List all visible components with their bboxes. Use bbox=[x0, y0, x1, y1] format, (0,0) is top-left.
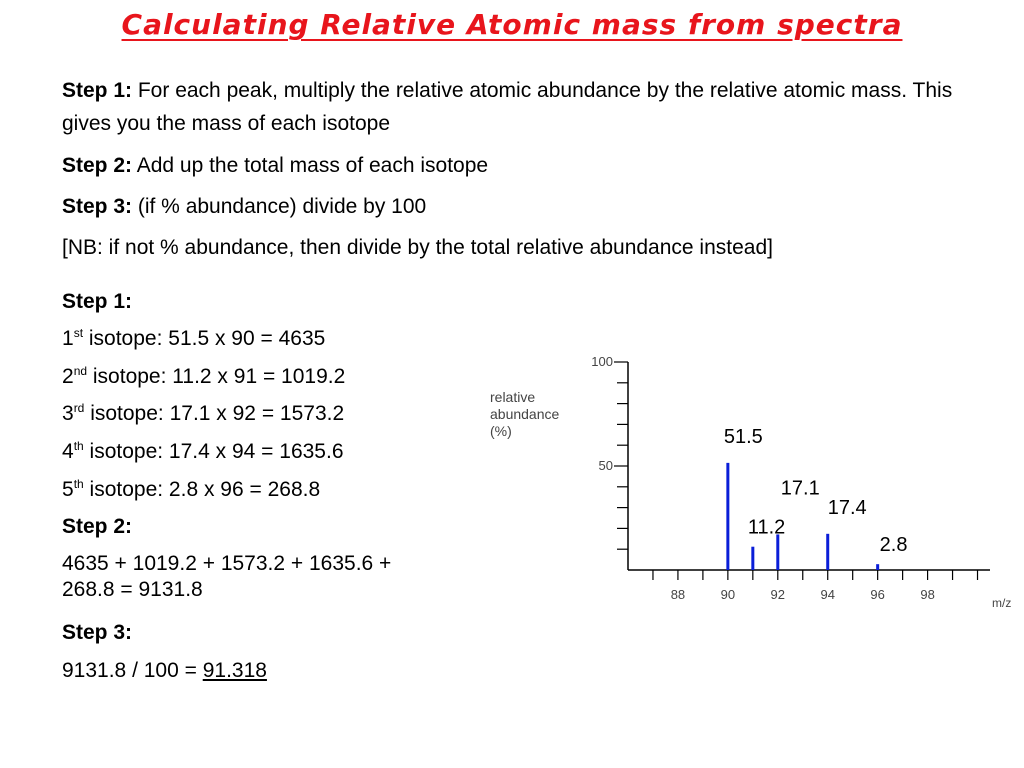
nb-note: [NB: if not % abundance, then divide by the total relative abundance instead] bbox=[62, 236, 773, 259]
instruction-step-1-label: Step 1: bbox=[62, 79, 133, 102]
x-axis-label: m/z bbox=[992, 596, 1012, 610]
peak-value-label: 51.5 bbox=[723, 425, 763, 448]
instruction-step-1 bbox=[62, 74, 972, 140]
y-tick-label: 50 bbox=[598, 458, 613, 473]
instruction-step-3 bbox=[62, 190, 972, 223]
worked-step-2-label: Step 2: bbox=[62, 515, 133, 538]
x-tick-label: 96 bbox=[870, 587, 885, 602]
peak-value-label: 11.2 bbox=[747, 516, 786, 539]
final-result: 91.318 bbox=[202, 659, 267, 682]
isotope-line-4: 4th isotope: 17.4 x 94 = 1635.6 bbox=[62, 439, 344, 463]
x-tick-label: 90 bbox=[720, 587, 736, 602]
worked-step-1-label: Step 1: bbox=[62, 290, 133, 313]
x-tick-label: 88 bbox=[670, 587, 686, 602]
peak-value-label: 2.8 bbox=[879, 534, 908, 557]
isotope-line-3: 3rd isotope: 17.1 x 92 = 1573.2 bbox=[62, 401, 345, 425]
instruction-step-1-text: For each peak, multiply the relative atomic abundance by the relative atomic mass. This gives you the mass of each isotope bbox=[62, 79, 953, 135]
isotope-line-2: 2nd isotope: 11.2 x 91 = 1019.2 bbox=[62, 364, 346, 388]
x-tick-label: 98 bbox=[920, 587, 935, 602]
x-tick-label: 92 bbox=[770, 587, 786, 602]
isotope-line-5: 5th isotope: 2.8 x 96 = 268.8 bbox=[62, 477, 321, 501]
instruction-step-3-label: Step 3: bbox=[62, 195, 133, 218]
division-line: 9131.8 / 100 = 91.318 bbox=[62, 659, 267, 682]
instruction-step-2-label: Step 2: bbox=[62, 154, 133, 177]
x-tick-label: 94 bbox=[820, 587, 835, 602]
sum-line: 4635 + 1019.2 + 1573.2 + 1635.6 + 268.8 = 9131.8 bbox=[62, 552, 392, 601]
instruction-step-3-text: (if % abundance) divide by 100 bbox=[137, 195, 427, 218]
peak-value-label: 17.1 bbox=[780, 477, 820, 500]
page-title: Calculating Relative Atomic mass from spectra bbox=[121, 8, 903, 41]
y-axis-label: (%) bbox=[490, 423, 512, 439]
peak-value-label: 17.4 bbox=[827, 496, 867, 519]
y-axis-label: relative bbox=[490, 389, 536, 405]
mass-spectrum-chart bbox=[480, 340, 1024, 620]
isotope-line-1: 1st isotope: 51.5 x 90 = 4635 bbox=[62, 326, 326, 350]
instruction-step-2 bbox=[62, 149, 972, 182]
instruction-step-2-text: Add up the total mass of each isotope bbox=[136, 154, 489, 177]
worked-step-3-label: Step 3: bbox=[62, 621, 133, 644]
y-axis-label: abundance bbox=[490, 406, 560, 422]
y-tick-label: 100 bbox=[591, 354, 613, 369]
